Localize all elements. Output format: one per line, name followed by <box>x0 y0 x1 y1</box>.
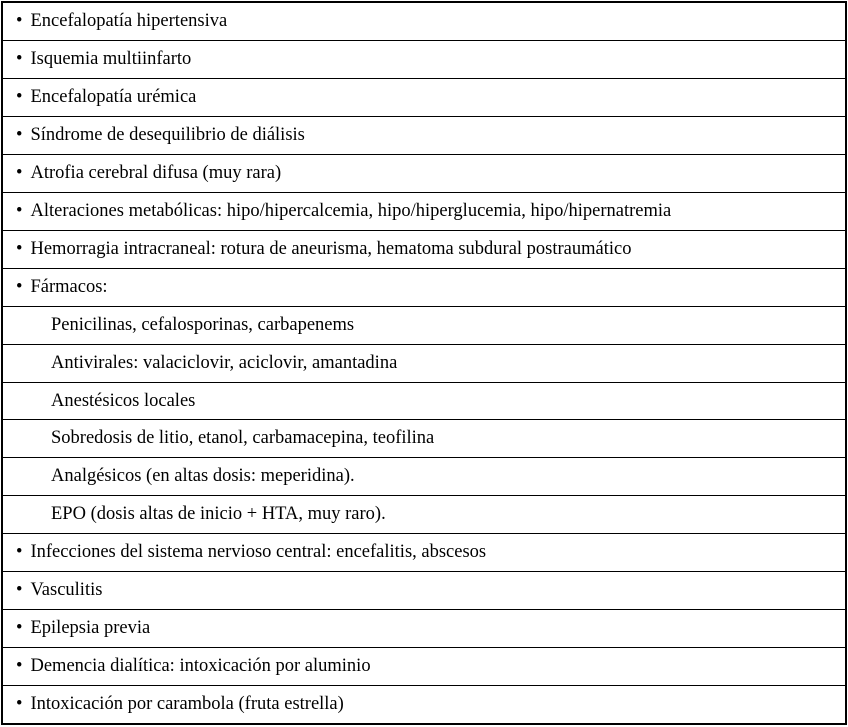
table-row <box>3 230 845 268</box>
bullet-icon: • <box>16 542 23 563</box>
row-text: Isquemia multiinfarto <box>30 48 192 69</box>
table-row-sub <box>3 419 845 457</box>
bullet-icon: • <box>16 656 23 677</box>
bullet-icon: • <box>16 276 23 297</box>
row-text: Encefalopatía urémica <box>30 86 197 107</box>
table-row-sub <box>3 382 845 420</box>
table-row <box>3 268 845 306</box>
row-text: Penicilinas, cefalosporinas, carbapenems <box>51 314 355 335</box>
table-row <box>3 116 845 154</box>
row-text: Anestésicos locales <box>51 390 196 411</box>
table-row <box>3 571 845 609</box>
row-text: Demencia dialítica: intoxicación por aluminio <box>30 656 371 677</box>
row-text: Fármacos: <box>30 276 108 297</box>
table-row <box>3 685 845 723</box>
table-row <box>3 533 845 571</box>
row-text: Epilepsia previa <box>30 618 151 639</box>
bullet-icon: • <box>16 10 23 31</box>
table-row-sub <box>3 344 845 382</box>
table-row <box>3 154 845 192</box>
bullet-icon: • <box>16 200 23 221</box>
row-text: Sobredosis de litio, etanol, carbamacepina, teofilina <box>51 428 435 449</box>
row-text: Analgésicos (en altas dosis: meperidina). <box>51 466 355 487</box>
bullet-icon: • <box>16 86 23 107</box>
bullet-icon: • <box>16 618 23 639</box>
table-row <box>3 192 845 230</box>
table-row-sub <box>3 457 845 495</box>
bullet-icon: • <box>16 162 23 183</box>
row-text: Infecciones del sistema nervioso central: encefalitis, abscesos <box>30 542 487 563</box>
row-text: Atrofia cerebral difusa (muy rara) <box>30 162 282 183</box>
row-text: Intoxicación por carambola (fruta estrella) <box>30 694 344 715</box>
row-text: Alteraciones metabólicas: hipo/hipercalcemia, hipo/hiperglucemia, hipo/hipernatremia <box>30 200 672 221</box>
table-row <box>3 40 845 78</box>
table-row <box>3 647 845 685</box>
table-row <box>3 609 845 647</box>
row-text: Hemorragia intracraneal: rotura de aneurisma, hematoma subdural postraumático <box>30 238 632 259</box>
row-text: Vasculitis <box>30 580 103 601</box>
table-row <box>3 3 845 40</box>
table-row-sub <box>3 306 845 344</box>
bullet-icon: • <box>16 124 23 145</box>
table-row <box>3 78 845 116</box>
table-row-sub <box>3 495 845 533</box>
bullet-icon: • <box>16 48 23 69</box>
row-text: Antivirales: valaciclovir, aciclovir, amantadina <box>51 352 398 373</box>
causes-table <box>1 1 847 725</box>
bullet-icon: • <box>16 694 23 715</box>
bullet-icon: • <box>16 238 23 259</box>
row-text: EPO (dosis altas de inicio + HTA, muy raro). <box>51 504 386 525</box>
row-text: Síndrome de desequilibrio de diálisis <box>30 124 305 145</box>
row-text: Encefalopatía hipertensiva <box>30 10 228 31</box>
bullet-icon: • <box>16 580 23 601</box>
